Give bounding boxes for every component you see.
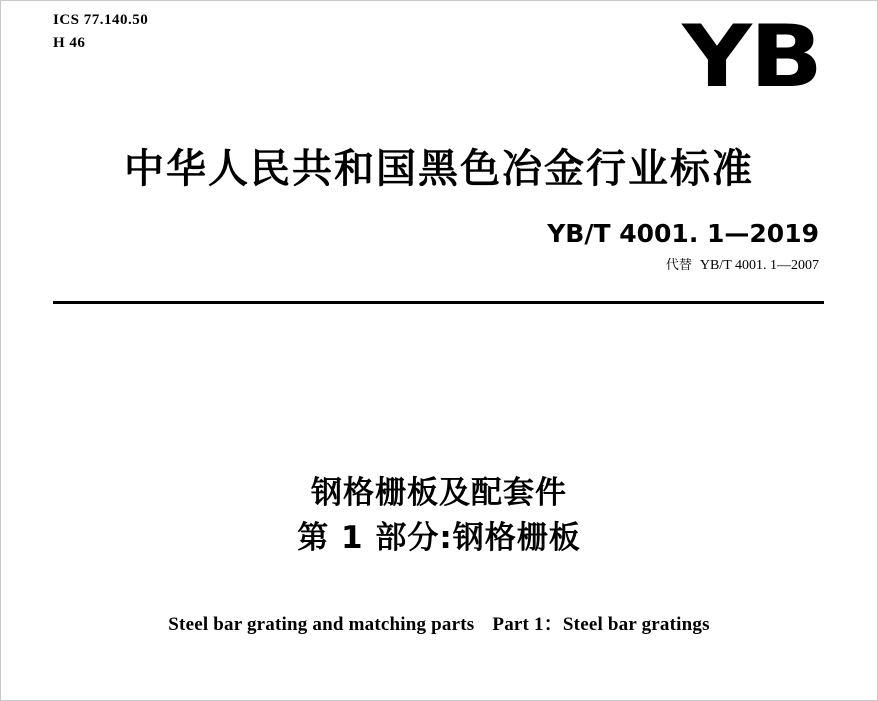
ics-code: ICS 77.140.50 [53, 12, 149, 28]
english-title-part2: Part 1：Steel bar gratings [492, 614, 710, 635]
header-divider [53, 301, 824, 304]
english-title-part1: Steel bar grating and matching parts [168, 614, 475, 635]
standard-replaces [547, 254, 819, 274]
yb-logo: YB [682, 7, 821, 107]
replaces-value: YB/T 4001. 1—2007 [699, 258, 819, 273]
standard-number-block [547, 219, 819, 274]
category-code: H 46 [53, 35, 86, 52]
classification-codes [53, 9, 148, 56]
replaces-label: 代替 [665, 258, 692, 273]
standard-number: YB/T 4001. 1—2019 [547, 219, 819, 248]
issuer-title: 中华人民共和国黑色冶金行业标准 [124, 146, 754, 192]
document-title-line1: 钢格栅板及配套件 [311, 475, 567, 511]
document-title [1, 471, 877, 561]
document-title-english [1, 609, 877, 636]
document-title-line2: 第 1 部分:钢格栅板 [297, 519, 581, 556]
